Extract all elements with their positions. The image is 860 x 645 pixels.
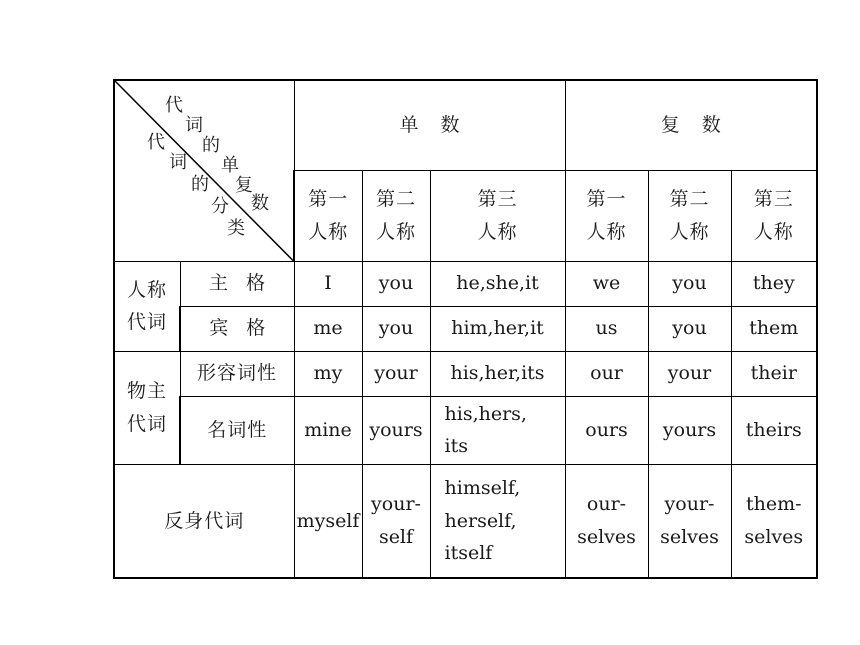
singular-header: 单数: [294, 80, 565, 170]
table-cell: you: [648, 261, 731, 306]
corner-top-char: 的: [202, 135, 220, 156]
nominal-label: 名词性: [180, 396, 294, 464]
table-cell: yours: [648, 396, 731, 464]
table-cell: himself, herself, itself: [430, 464, 565, 578]
table-cell: our: [565, 351, 648, 396]
corner-top-char: 代: [165, 95, 183, 116]
table-cell: his,her,its: [430, 351, 565, 396]
table-cell: me: [294, 306, 362, 351]
person-header-third-singular: 第三 人称: [430, 170, 565, 261]
table-cell: ours: [565, 396, 648, 464]
table-cell: you: [362, 261, 430, 306]
personal-pronoun-group: 人称 代词: [114, 261, 180, 351]
pronoun-table: [113, 79, 818, 579]
table-row: [114, 306, 817, 351]
diagonal-line: [115, 81, 293, 261]
table-cell: your- selves: [648, 464, 731, 578]
table-cell: I: [294, 261, 362, 306]
object-case-label: 宾格: [180, 306, 294, 351]
corner-top-char: 单: [221, 155, 239, 176]
table-cell: mine: [294, 396, 362, 464]
corner-top-char: 复: [235, 175, 253, 196]
table-cell: myself: [294, 464, 362, 578]
table-cell: they: [731, 261, 817, 306]
table-cell: theirs: [731, 396, 817, 464]
table-cell: we: [565, 261, 648, 306]
table-cell: your: [362, 351, 430, 396]
table-row: [114, 261, 817, 306]
corner-top-char: 数: [251, 193, 269, 214]
corner-bottom-char: 词: [169, 152, 187, 173]
person-header-third-plural: 第三 人称: [731, 170, 817, 261]
table-row: [114, 464, 817, 578]
table-cell: yours: [362, 396, 430, 464]
table-row: [114, 396, 817, 464]
possessive-pronoun-group: 物主 代词: [114, 351, 180, 464]
table-cell: you: [362, 306, 430, 351]
table-cell: their: [731, 351, 817, 396]
corner-bottom-char: 分: [211, 196, 229, 217]
table-cell: them: [731, 306, 817, 351]
adjectival-label: 形容词性: [180, 351, 294, 396]
table-cell: his,hers, its: [430, 396, 565, 464]
table-cell: my: [294, 351, 362, 396]
plural-header: 复数: [565, 80, 817, 170]
table-cell: us: [565, 306, 648, 351]
table-row: [114, 351, 817, 396]
person-header-first-singular: 第一 人称: [294, 170, 362, 261]
table-cell: him,her,it: [430, 306, 565, 351]
corner-bottom-char: 类: [227, 218, 245, 239]
subject-case-label: 主格: [180, 261, 294, 306]
corner-bottom-char: 的: [191, 174, 209, 195]
reflexive-pronoun-label: 反身代词: [114, 464, 294, 578]
corner-bottom-char: 代: [147, 132, 165, 153]
table-cell: our- selves: [565, 464, 648, 578]
corner-diagonal-cell: [114, 80, 294, 261]
corner-top-char: 词: [185, 115, 203, 136]
person-header-first-plural: 第一 人称: [565, 170, 648, 261]
table-cell: your: [648, 351, 731, 396]
table-cell: your- self: [362, 464, 430, 578]
table-cell: you: [648, 306, 731, 351]
person-header-second-plural: 第二 人称: [648, 170, 731, 261]
table-cell: he,she,it: [430, 261, 565, 306]
table-cell: them- selves: [731, 464, 817, 578]
person-header-second-singular: 第二 人称: [362, 170, 430, 261]
